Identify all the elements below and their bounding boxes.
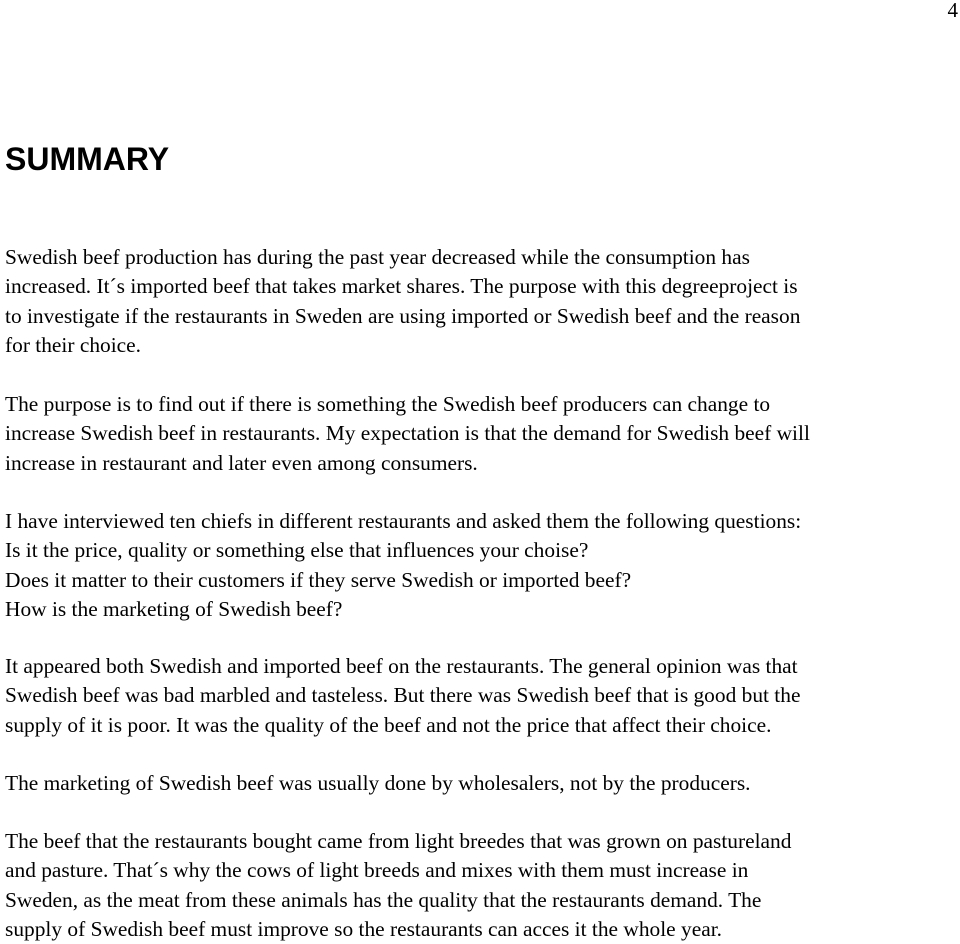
text-line: increase Swedish beef in restaurants. My expectation is that the demand for Swedish beef will bbox=[5, 421, 810, 446]
text-line: It appeared both Swedish and imported beef on the restaurants. The general opinion was that bbox=[5, 654, 798, 678]
page-title: SUMMARY bbox=[5, 141, 170, 177]
paragraph-intro bbox=[5, 243, 800, 360]
text-line: for their choice. bbox=[5, 332, 141, 357]
text-line: increase in restaurant and later even among consumers. bbox=[5, 450, 478, 475]
text-line: increased. It´s imported beef that takes market shares. The purpose with this degreeproject is bbox=[5, 274, 798, 299]
text-line: Does it matter to their customers if they serve Swedish or imported beef? bbox=[5, 567, 632, 592]
text-line: Sweden, as the meat from these animals has the quality that the restaurants demand. The bbox=[5, 887, 762, 912]
text-line: The marketing of Swedish beef was usually done by wholesalers, not by the producers. bbox=[5, 771, 751, 795]
paragraph-interviews bbox=[5, 507, 801, 624]
paragraph-marketing bbox=[5, 769, 751, 798]
text-line: to investigate if the restaurants in Sweden are using imported or Swedish beef and the reason bbox=[5, 303, 801, 328]
text-line: Swedish beef was bad marbled and tasteless. But there was Swedish beef that is good but the bbox=[5, 683, 801, 708]
paragraph-findings bbox=[5, 652, 800, 740]
paragraph-conclusion bbox=[5, 827, 791, 944]
text-line: supply of Swedish beef must improve so the restaurants can acces it the whole year. bbox=[5, 916, 722, 941]
page-number: 4 bbox=[947, 0, 958, 22]
text-line: Swedish beef production has during the past year decreased while the consumption has bbox=[5, 245, 750, 269]
text-line: and pasture. That´s why the cows of light breeds and mixes with them must increase in bbox=[5, 858, 749, 883]
text-line: The beef that the restaurants bought came from light breedes that was grown on pastureland bbox=[5, 829, 792, 853]
text-line: How is the marketing of Swedish beef? bbox=[5, 596, 343, 621]
text-line: I have interviewed ten chiefs in different restaurants and asked them the following questions: bbox=[5, 509, 802, 533]
text-line: supply of it is poor. It was the quality of the beef and not the price that affect their choice. bbox=[5, 712, 772, 737]
text-line: Is it the price, quality or something else that influences your choise? bbox=[5, 538, 589, 563]
text-line: The purpose is to find out if there is something the Swedish beef producers can change to bbox=[5, 392, 771, 416]
paragraph-purpose bbox=[5, 390, 810, 478]
